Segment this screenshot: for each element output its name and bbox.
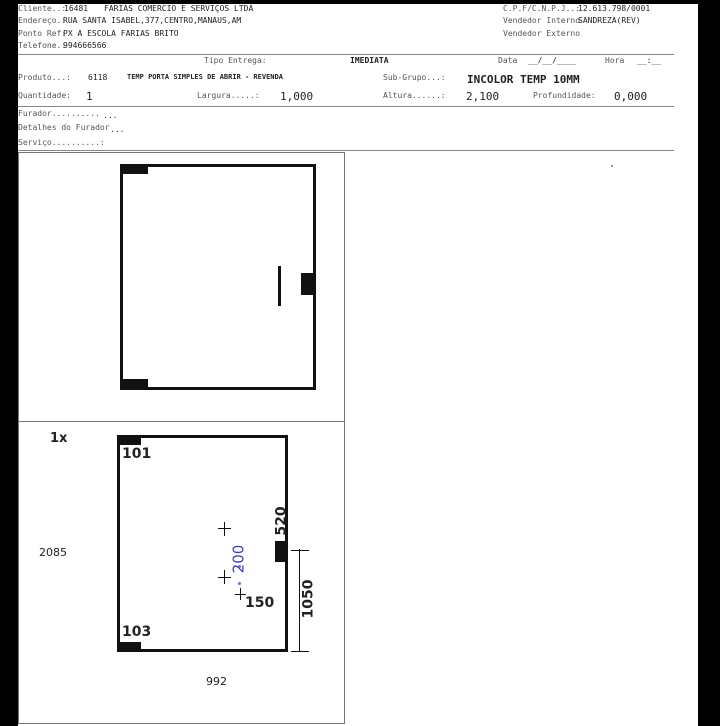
door-outline-bottom [117,435,288,652]
altura-value: 2,100 [466,90,500,103]
profundidade-label: Profundidade: [533,91,596,100]
dim-1050-line [299,549,300,652]
scan-edge-right [698,0,720,726]
subgrupo-value: INCOLOR TEMP 10MM [467,73,580,86]
data-value: __/__/____ [528,56,577,65]
dim-150-label: 150 [245,595,275,611]
cross-marker-low-h [235,594,246,595]
handwritten-dimension: 200 [229,544,248,574]
endereco-value: RUA SANTA ISABEL,377,CENTRO,MANAUS,AM [63,16,242,25]
furador-value: ... [103,111,118,120]
quantity-mark: 1x [50,431,68,446]
top-hinge-bottom [117,435,141,445]
detalhes-value: ... [110,125,125,134]
scan-speck [611,165,613,167]
quantidade-value: 1 [86,90,93,103]
drawing-panel-top [18,152,345,422]
cliente-code: 16481 [64,4,89,13]
hole-mark-lower [238,582,241,585]
largura-label: Largura.....: [197,91,260,100]
handle-line-top [278,266,281,306]
cross-marker-mid-h [218,577,231,578]
profundidade-value: 0,000 [614,90,648,103]
tipo-entrega-label: Tipo Entrega: [204,56,267,65]
ponto-ref-label: Ponto Ref: [18,29,67,38]
endereco-label: Endereço.: [18,16,67,25]
vendedor-interno-value: SANDREZA(REV) [578,16,641,25]
vendedor-externo-label: Vendedor Externo [503,29,581,38]
cnpj-label: C.P.F/C.N.P.J..: [503,4,581,13]
dim-1050-label: 1050 [300,579,317,619]
hinge-bottom-label: 103 [122,624,152,640]
cliente-label: Cliente..: [18,4,67,13]
dim-1050-tick-bottom [291,651,309,652]
altura-label: Altura......: [383,91,446,100]
height-label: 2085 [39,546,67,559]
top-hinge-top [120,164,148,174]
order-divider [18,106,674,107]
lock-block-bottom [275,541,287,562]
detalhes-label: Detalhes do Furador [18,123,110,132]
furador-label: Furador.......... [18,109,100,118]
cnpj-value: 12.613.798/0001 [578,4,651,13]
drawing-panel-bottom [18,421,345,724]
produto-description: TEMP PORTA SIMPLES DE ABRIR - REVENDA [127,73,283,81]
vendedor-interno-label: Vendedor Interno [503,16,581,25]
dim-1050-tick-top [291,550,309,551]
bottom-hinge-top [120,379,148,390]
hora-value: __:__ [637,56,662,65]
dim-520-label: 520 [273,506,290,536]
bottom-hinge-bottom [117,642,141,652]
telefone-value: 994666566 [63,41,107,50]
cross-marker-top-v [224,522,225,536]
servico-label: Serviço..........: [18,138,105,147]
header-divider [18,54,674,55]
telefone-label: Telefone.: [18,41,67,50]
door-outline-top [120,164,316,390]
produto-label: Produto...: [18,73,71,82]
ponto-ref-value: PX A ESCOLA FARIAS BRITO [63,29,179,38]
cliente-name: FARIAS COMERCIO E SERVIÇOS LTDA [104,4,254,13]
tipo-entrega-value: IMEDIATA [350,56,389,65]
produto-code: 6118 [88,73,108,82]
lock-block-top [301,273,313,295]
quantidade-label: Quantidade: [18,91,71,100]
cross-marker-top-h [218,528,231,529]
scan-edge-left [0,0,18,726]
details-divider [18,150,674,151]
data-label: Data [498,56,518,65]
largura-value: 1,000 [280,90,314,103]
hora-label: Hora [605,56,625,65]
hinge-top-label: 101 [122,446,152,462]
width-label: 992 [206,675,227,688]
subgrupo-label: Sub-Grupo...: [383,73,446,82]
